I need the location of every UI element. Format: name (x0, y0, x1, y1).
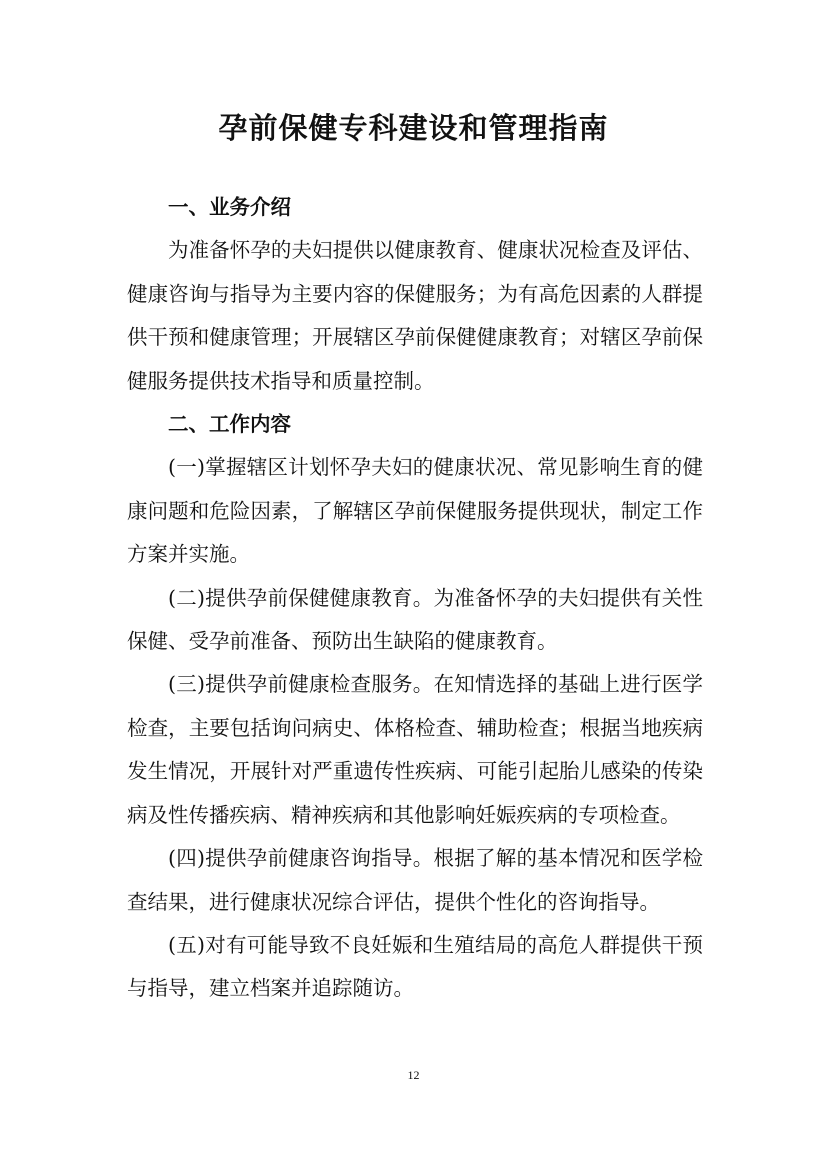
paragraph-work-5: (五)对有可能导致不良妊娠和生殖结局的高危人群提供干预与指导，建立档案并追踪随访。 (127, 932, 703, 1001)
paragraph-work-2: (二)提供孕前保健健康教育。为准备怀孕的夫妇提供有关性保健、受孕前准备、预防出生缺陷的健康教育。 (127, 585, 703, 654)
paragraph-intro: 为准备怀孕的夫妇提供以健康教育、健康状况检查及评估、健康咨询与指导为主要内容的保健服务；为有高危因素的人群提供干预和健康管理；开展辖区孕前保健健康教育；对辖区孕前保健服务提供技术指导和质量控制。 (127, 238, 703, 393)
document-body (127, 186, 703, 1011)
document-title: 孕前保健专科建设和管理指南 (218, 111, 609, 145)
paragraph-work-3: (三)提供孕前健康检查服务。在知情选择的基础上进行医学检查，主要包括询问病史、体格检查、辅助检查；根据当地疾病发生情况，开展针对严重遗传性疾病、可能引起胎儿感染的传染病及性传播疾病、精神疾病和其他影响妊娠疾病的专项检查。 (127, 672, 703, 827)
paragraph-work-1: (一)掌握辖区计划怀孕夫妇的健康状况、常见影响生育的健康问题和危险因素，了解辖区孕前保健服务提供现状，制定工作方案并实施。 (127, 455, 703, 567)
page-number: 12 (407, 1068, 420, 1082)
paragraph-work-4: (四)提供孕前健康咨询指导。根据了解的基本情况和医学检查结果，进行健康状况综合评估，提供个性化的咨询指导。 (127, 846, 703, 914)
section-heading-intro: 一、业务介绍 (168, 195, 291, 219)
section-heading-work: 二、工作内容 (168, 412, 291, 437)
